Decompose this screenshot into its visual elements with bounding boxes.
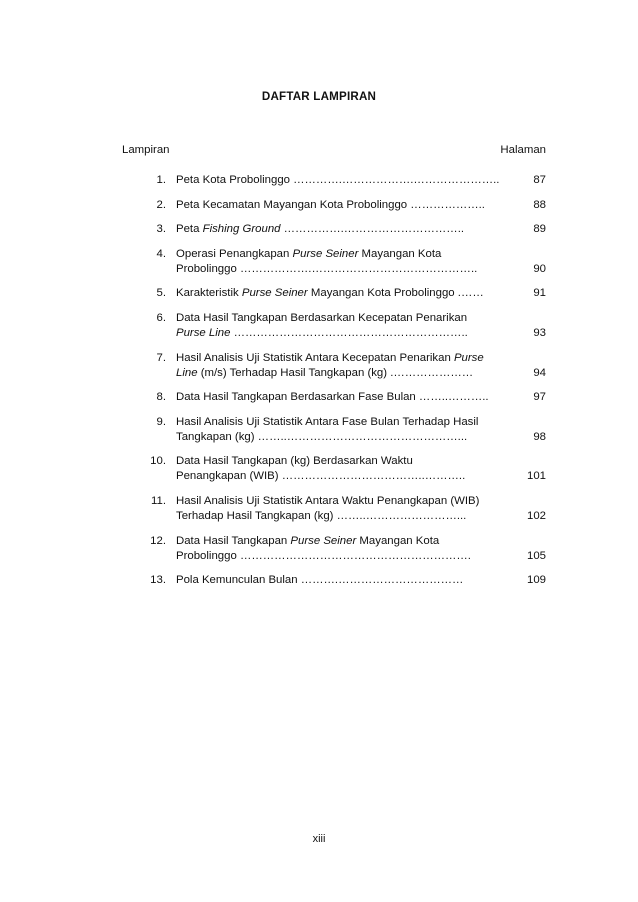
title-text: Pola Kemunculan Bulan ……….……………………………	[176, 574, 464, 587]
title-text: Peta	[176, 223, 203, 236]
entry-title-line	[176, 415, 506, 430]
entry-title-line	[176, 390, 506, 405]
list-item	[140, 173, 546, 188]
list-item	[140, 351, 546, 381]
entry-title-line	[176, 247, 506, 262]
entry-number: 2.	[156, 198, 166, 211]
italic-term: Purse Seiner	[292, 247, 359, 260]
entry-title-line	[176, 454, 506, 469]
entry-number: 1.	[156, 174, 166, 186]
italic-term: Purse Seiner	[241, 287, 308, 300]
title-text: Peta Kota Probolinggo ………….……………….…………………..	[176, 174, 500, 186]
entry-title	[176, 222, 506, 237]
list-item	[140, 573, 546, 588]
italic-term: Purse Line	[176, 326, 231, 339]
title-text: Tangkapan (kg) ……..………………………………………...	[176, 430, 468, 443]
entry-title	[176, 286, 506, 301]
entry-title-line	[176, 366, 506, 381]
title-text: Operasi Penangkapan	[176, 247, 293, 260]
title-text: Hasil Analisis Uji Statistik Antara Kecepatan Penarikan	[176, 351, 454, 364]
entry-title-line	[176, 573, 506, 588]
list-item	[140, 454, 546, 484]
title-text: Mayangan Kota Probolinggo .……	[307, 287, 484, 300]
list-item	[140, 198, 546, 213]
title-text: Data Hasil Tangkapan	[176, 534, 291, 547]
entry-number: 10.	[150, 455, 166, 468]
entry-title-line	[176, 326, 506, 341]
italic-term: Fishing Ground	[202, 223, 281, 236]
page-title: DAFTAR LAMPIRAN	[261, 90, 377, 103]
entry-number: 4.	[156, 247, 166, 260]
entry-number: 5.	[156, 287, 166, 300]
entry-title-line	[176, 286, 506, 301]
entry-title-line	[176, 534, 506, 549]
title-text: Karakteristik	[176, 287, 242, 300]
title-text: …………….…………………………..	[280, 223, 465, 236]
entry-title	[176, 534, 506, 564]
entry-title	[176, 351, 506, 381]
italic-term: Purse Seiner	[290, 534, 357, 547]
entry-page-number: 90	[533, 262, 546, 275]
list-item	[140, 247, 546, 277]
entry-page-number: 98	[533, 430, 546, 443]
title-text: ……………………………………………………..	[230, 326, 468, 339]
list-item	[140, 534, 546, 564]
entry-title	[176, 311, 506, 341]
entry-number: 8.	[156, 391, 166, 404]
entry-page-number: 89	[533, 223, 546, 236]
entry-title-line	[176, 222, 506, 237]
title-text: Hasil Analisis Uji Statistik Antara Fase Bulan Terhadap Hasil	[176, 415, 479, 428]
entry-page-number: 97	[533, 391, 546, 404]
entry-title-line	[176, 494, 506, 509]
entry-page-number: 91	[533, 287, 546, 300]
column-header-row	[122, 144, 546, 156]
entry-title	[176, 173, 506, 188]
entry-number: 11.	[151, 494, 166, 507]
entry-title	[176, 454, 506, 484]
entry-page-number: 102	[526, 509, 546, 522]
title-text: Terhadap Hasil Tangkapan (kg) ……..……………………...	[176, 509, 467, 522]
entry-title	[176, 247, 506, 277]
entry-page-number: 101	[526, 470, 546, 483]
entry-title	[176, 198, 506, 213]
title-text: Data Hasil Tangkapan Berdasarkan Kecepatan Penarikan	[176, 311, 468, 324]
title-text: Mayangan Kota	[358, 247, 442, 260]
entry-title	[176, 494, 506, 524]
entry-title-line	[176, 262, 506, 277]
title-text: Probolinggo …………………………………………………….	[176, 549, 471, 562]
italic-term: Line	[176, 366, 198, 379]
entry-number: 3.	[156, 223, 166, 236]
list-item	[140, 222, 546, 237]
column-header-lampiran: Lampiran	[122, 144, 170, 156]
entry-number: 7.	[156, 351, 166, 364]
title-text: Data Hasil Tangkapan Berdasarkan Fase Bulan ……..………..	[176, 391, 489, 404]
entry-title-line	[176, 469, 506, 484]
title-text: Probolinggo ……………….……………………………………..	[176, 262, 478, 275]
entry-number: 6.	[156, 311, 166, 324]
entry-title-line	[176, 430, 506, 445]
entry-title-line	[176, 198, 506, 213]
title-text: Data Hasil Tangkapan (kg) Berdasarkan Waktu	[176, 455, 413, 468]
entry-number: 12.	[150, 534, 166, 547]
list-item	[140, 494, 546, 524]
entry-page-number: 87	[533, 174, 546, 186]
title-text: Mayangan Kota	[356, 534, 440, 547]
entry-title	[176, 573, 506, 588]
entry-page-number: 105	[526, 549, 546, 562]
list-item	[140, 286, 546, 301]
entry-page-number: 109	[526, 574, 546, 587]
page-number: xiii	[312, 833, 326, 845]
entry-title-line	[176, 549, 506, 564]
list-item	[140, 311, 546, 341]
entry-title-line	[176, 311, 506, 326]
title-text: Hasil Analisis Uji Statistik Antara Waktu Penangkapan (WIB)	[176, 494, 480, 507]
title-text: Peta Kecamatan Mayangan Kota Probolinggo ………………..	[176, 198, 485, 211]
list-item	[140, 415, 546, 445]
list-item	[140, 390, 546, 405]
entry-title-line	[176, 173, 506, 188]
entry-title-line	[176, 351, 506, 366]
entry-number: 9.	[156, 415, 166, 428]
entry-page-number: 88	[533, 198, 546, 211]
entry-number: 13.	[150, 574, 166, 587]
italic-term: Purse	[453, 351, 484, 364]
entry-page-number: 93	[533, 326, 546, 339]
title-text: Penangkapan (WIB) ………………………………..………..	[176, 470, 466, 483]
entry-page-number: 94	[533, 366, 546, 379]
entry-title	[176, 390, 506, 405]
entry-title	[176, 415, 506, 445]
entry-title-line	[176, 509, 506, 524]
title-text: (m/s) Terhadap Hasil Tangkapan (kg) .…………………	[197, 366, 474, 379]
appendix-list	[140, 173, 546, 598]
column-header-halaman: Halaman	[500, 144, 546, 156]
